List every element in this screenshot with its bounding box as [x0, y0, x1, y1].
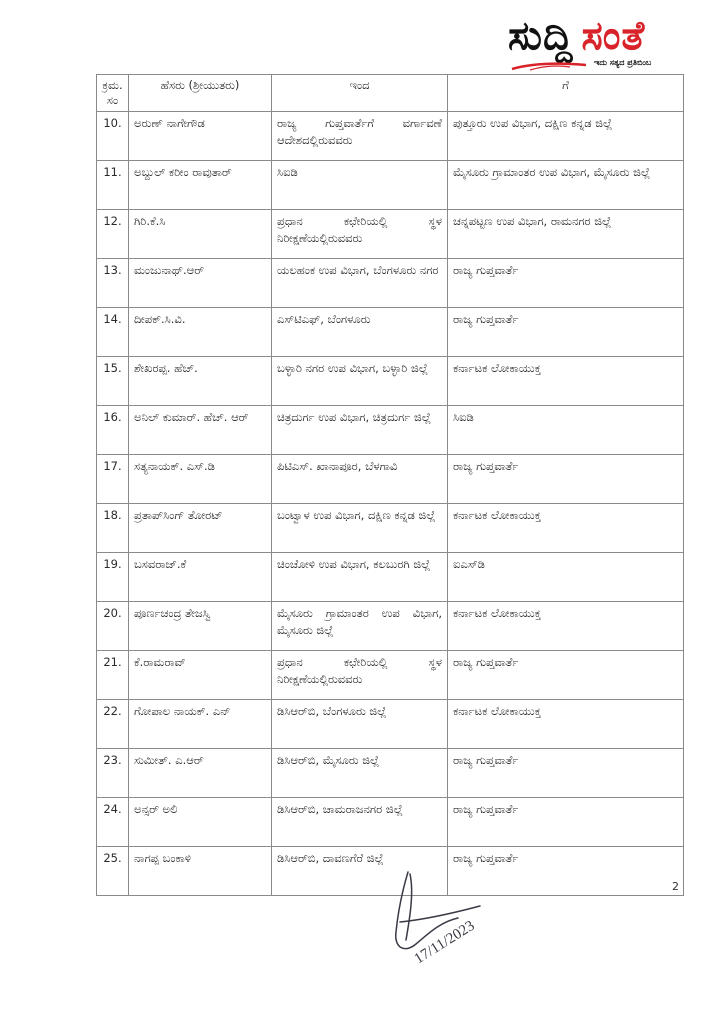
logo-word-2: ಸಂತೆ [581, 13, 646, 59]
cell-from: ಬಳ್ಳಾರಿ ನಗರ ಉಪ ವಿಭಾಗ, ಬಳ್ಳಾರಿ ಜಿಲ್ಲೆ [272, 357, 448, 406]
table-row [97, 504, 684, 553]
cell-from: ಪ್ರಧಾನ ಕಛೇರಿಯಲ್ಲಿ ಸ್ಥಳ ನಿರೀಕ್ಷಣೆಯಲ್ಲಿರುವವರು [272, 651, 448, 700]
table-row [97, 112, 684, 161]
transfer-table [96, 74, 684, 896]
brand-logo [508, 14, 713, 76]
table-row [97, 259, 684, 308]
header-serial: ಕ್ರಮ. ಸಂ [97, 75, 129, 112]
cell-serial: 11. [97, 161, 129, 210]
cell-name: ಪೂರ್ಣಚಂದ್ರ ತೇಜಸ್ವಿ [129, 602, 272, 651]
cell-to: ಕರ್ನಾಟಕ ಲೋಕಾಯುಕ್ತ [448, 504, 684, 553]
cell-serial: 12. [97, 210, 129, 259]
cell-to: ರಾಜ್ಯ ಗುಪ್ತವಾರ್ತೆ [448, 847, 684, 896]
cell-name: ಅನ್ಸರ್ ಅಲಿ [129, 798, 272, 847]
cell-serial: 16. [97, 406, 129, 455]
table-row [97, 651, 684, 700]
cell-to: ಚನ್ನಪಟ್ಟಣ ಉಪ ವಿಭಾಗ, ರಾಮನಗರ ಜಿಲ್ಲೆ [448, 210, 684, 259]
cell-serial: 23. [97, 749, 129, 798]
cell-from: ಪಿಟಿಎಸ್. ಖಾನಾಪೂರ, ಬೆಳಗಾವಿ [272, 455, 448, 504]
cell-name: ಸತ್ಯನಾಯಕ್. ಎಸ್.ಡಿ [129, 455, 272, 504]
table-row [97, 210, 684, 259]
table-row [97, 553, 684, 602]
logo-swoosh-icon [510, 60, 588, 72]
cell-from: ರಾಜ್ಯ ಗುಪ್ತವಾರ್ತೆಗೆ ವರ್ಗಾವಣೆ ಆದೇಶದಲ್ಲಿರುವವರು [272, 112, 448, 161]
cell-name: ಪ್ರತಾಪ್‌ಸಿಂಗ್ ತೋರಟ್ [129, 504, 272, 553]
logo-tagline: ಇದು ಸತ್ಯದ ಪ್ರತಿಬಿಂಬ [594, 58, 652, 67]
cell-to: ಪುತ್ತೂರು ಉಪ ವಿಭಾಗ, ದಕ್ಷಿಣ ಕನ್ನಡ ಜಿಲ್ಲೆ [448, 112, 684, 161]
signature-date: 17/11/2023 [411, 917, 478, 968]
cell-serial: 21. [97, 651, 129, 700]
table-header-row [97, 75, 684, 112]
cell-name: ಶೇಖರಪ್ಪ. ಹೆಚ್. [129, 357, 272, 406]
cell-name: ನಾಗಪ್ಪ ಬಂಕಾಳಿ [129, 847, 272, 896]
cell-to: ಕರ್ನಾಟಕ ಲೋಕಾಯುಕ್ತ [448, 357, 684, 406]
cell-name: ಗಿರಿ.ಕೆ.ಸಿ [129, 210, 272, 259]
cell-from: ಮೈಸೂರು ಗ್ರಾಮಾಂತರ ಉಪ ವಿಭಾಗ, ಮೈಸೂರು ಜಿಲ್ಲೆ [272, 602, 448, 651]
cell-to: ಕರ್ನಾಟಕ ಲೋಕಾಯುಕ್ತ [448, 602, 684, 651]
table-row [97, 406, 684, 455]
table-row [97, 161, 684, 210]
cell-from: ಡಿಸಿಆರ್‌ಬಿ, ದಾವಣಗೆರೆ ಜಿಲ್ಲೆ [272, 847, 448, 896]
cell-to: ರಾಜ್ಯ ಗುಪ್ತವಾರ್ತೆ [448, 749, 684, 798]
cell-from: ಡಿಸಿಆರ್‌ಬಿ, ಮೈಸೂರು ಜಿಲ್ಲೆ [272, 749, 448, 798]
cell-to: ರಾಜ್ಯ ಗುಪ್ತವಾರ್ತೆ [448, 455, 684, 504]
cell-serial: 22. [97, 700, 129, 749]
cell-serial: 25. [97, 847, 129, 896]
cell-serial: 19. [97, 553, 129, 602]
page-number: 2 [672, 880, 679, 893]
cell-serial: 18. [97, 504, 129, 553]
table-row [97, 308, 684, 357]
table-row [97, 455, 684, 504]
cell-from: ಸಿಐಡಿ [272, 161, 448, 210]
cell-from: ಯಲಹಂಕ ಉಪ ವಿಭಾಗ, ಬೆಂಗಳೂರು ನಗರ [272, 259, 448, 308]
cell-to: ರಾಜ್ಯ ಗುಪ್ತವಾರ್ತೆ [448, 798, 684, 847]
cell-from: ಎಸ್‌ಟಿಎಫ್, ಬೆಂಗಳೂರು [272, 308, 448, 357]
table-row [97, 602, 684, 651]
cell-from: ಡಿಸಿಆರ್‌ಬಿ, ಬೆಂಗಳೂರು ಜಿಲ್ಲೆ [272, 700, 448, 749]
handwritten-signature [380, 862, 530, 972]
table-row [97, 749, 684, 798]
cell-name: ಬಸವರಾಜ್.ಕೆ [129, 553, 272, 602]
cell-serial: 24. [97, 798, 129, 847]
header-name: ಹೆಸರು (ಶ್ರೀಯುತರು) [129, 75, 272, 112]
cell-to: ಐಎಸ್‌ಡಿ [448, 553, 684, 602]
cell-from: ಚಿಂಚೋಳಿ ಉಪ ವಿಭಾಗ, ಕಲಬುರಗಿ ಜಿಲ್ಲೆ [272, 553, 448, 602]
cell-from: ಬಂಟ್ವಾಳ ಉಪ ವಿಭಾಗ, ದಕ್ಷಿಣ ಕನ್ನಡ ಜಿಲ್ಲೆ [272, 504, 448, 553]
cell-serial: 15. [97, 357, 129, 406]
cell-name: ಕೆ.ರಾಮರಾವ್ [129, 651, 272, 700]
cell-to: ರಾಜ್ಯ ಗುಪ್ತವಾರ್ತೆ [448, 308, 684, 357]
cell-from: ಚಿತ್ರದುರ್ಗ ಉಪ ವಿಭಾಗ, ಚಿತ್ರದುರ್ಗ ಜಿಲ್ಲೆ [272, 406, 448, 455]
cell-name: ಸುಮೀತ್. ಎ.ಆರ್ [129, 749, 272, 798]
header-to: ಗೆ [448, 75, 684, 112]
cell-to: ಮೈಸೂರು ಗ್ರಾಮಾಂತರ ಉಪ ವಿಭಾಗ, ಮೈಸೂರು ಜಿಲ್ಲೆ [448, 161, 684, 210]
cell-serial: 14. [97, 308, 129, 357]
cell-serial: 17. [97, 455, 129, 504]
table-row [97, 357, 684, 406]
logo-wordmark [508, 14, 713, 58]
cell-from: ಡಿಸಿಆರ್‌ಬಿ, ಚಾಮರಾಜನಗರ ಜಿಲ್ಲೆ [272, 798, 448, 847]
document-sheet [96, 74, 684, 864]
logo-word-1: ಸುದ್ದಿ [508, 13, 574, 59]
cell-name: ಮಂಜುನಾಥ್.ಆರ್ [129, 259, 272, 308]
cell-name: ಗೋಪಾಲ ನಾಯಕ್. ಎನ್ [129, 700, 272, 749]
cell-serial: 13. [97, 259, 129, 308]
cell-to: ಕರ್ನಾಟಕ ಲೋಕಾಯುಕ್ತ [448, 700, 684, 749]
table-row [97, 798, 684, 847]
cell-to: ಸಿಐಡಿ [448, 406, 684, 455]
cell-serial: 20. [97, 602, 129, 651]
cell-name: ಅಬ್ದುಲ್ ಕರೀಂ ರಾವುತಾರ್ [129, 161, 272, 210]
cell-to: ರಾಜ್ಯ ಗುಪ್ತವಾರ್ತೆ [448, 651, 684, 700]
cell-name: ದೀಪಕ್.ಸಿ.ವಿ. [129, 308, 272, 357]
table-row [97, 700, 684, 749]
cell-from: ಪ್ರಧಾನ ಕಛೇರಿಯಲ್ಲಿ ಸ್ಥಳ ನಿರೀಕ್ಷಣೆಯಲ್ಲಿರುವವರು [272, 210, 448, 259]
cell-name: ಅನಿಲ್ ಕುಮಾರ್. ಹೆಚ್. ಆರ್ [129, 406, 272, 455]
header-from: ಇಂದ [272, 75, 448, 112]
cell-name: ಅರುಣ್ ನಾಗೇಗೌಡ [129, 112, 272, 161]
cell-serial: 10. [97, 112, 129, 161]
cell-to: ರಾಜ್ಯ ಗುಪ್ತವಾರ್ತೆ [448, 259, 684, 308]
